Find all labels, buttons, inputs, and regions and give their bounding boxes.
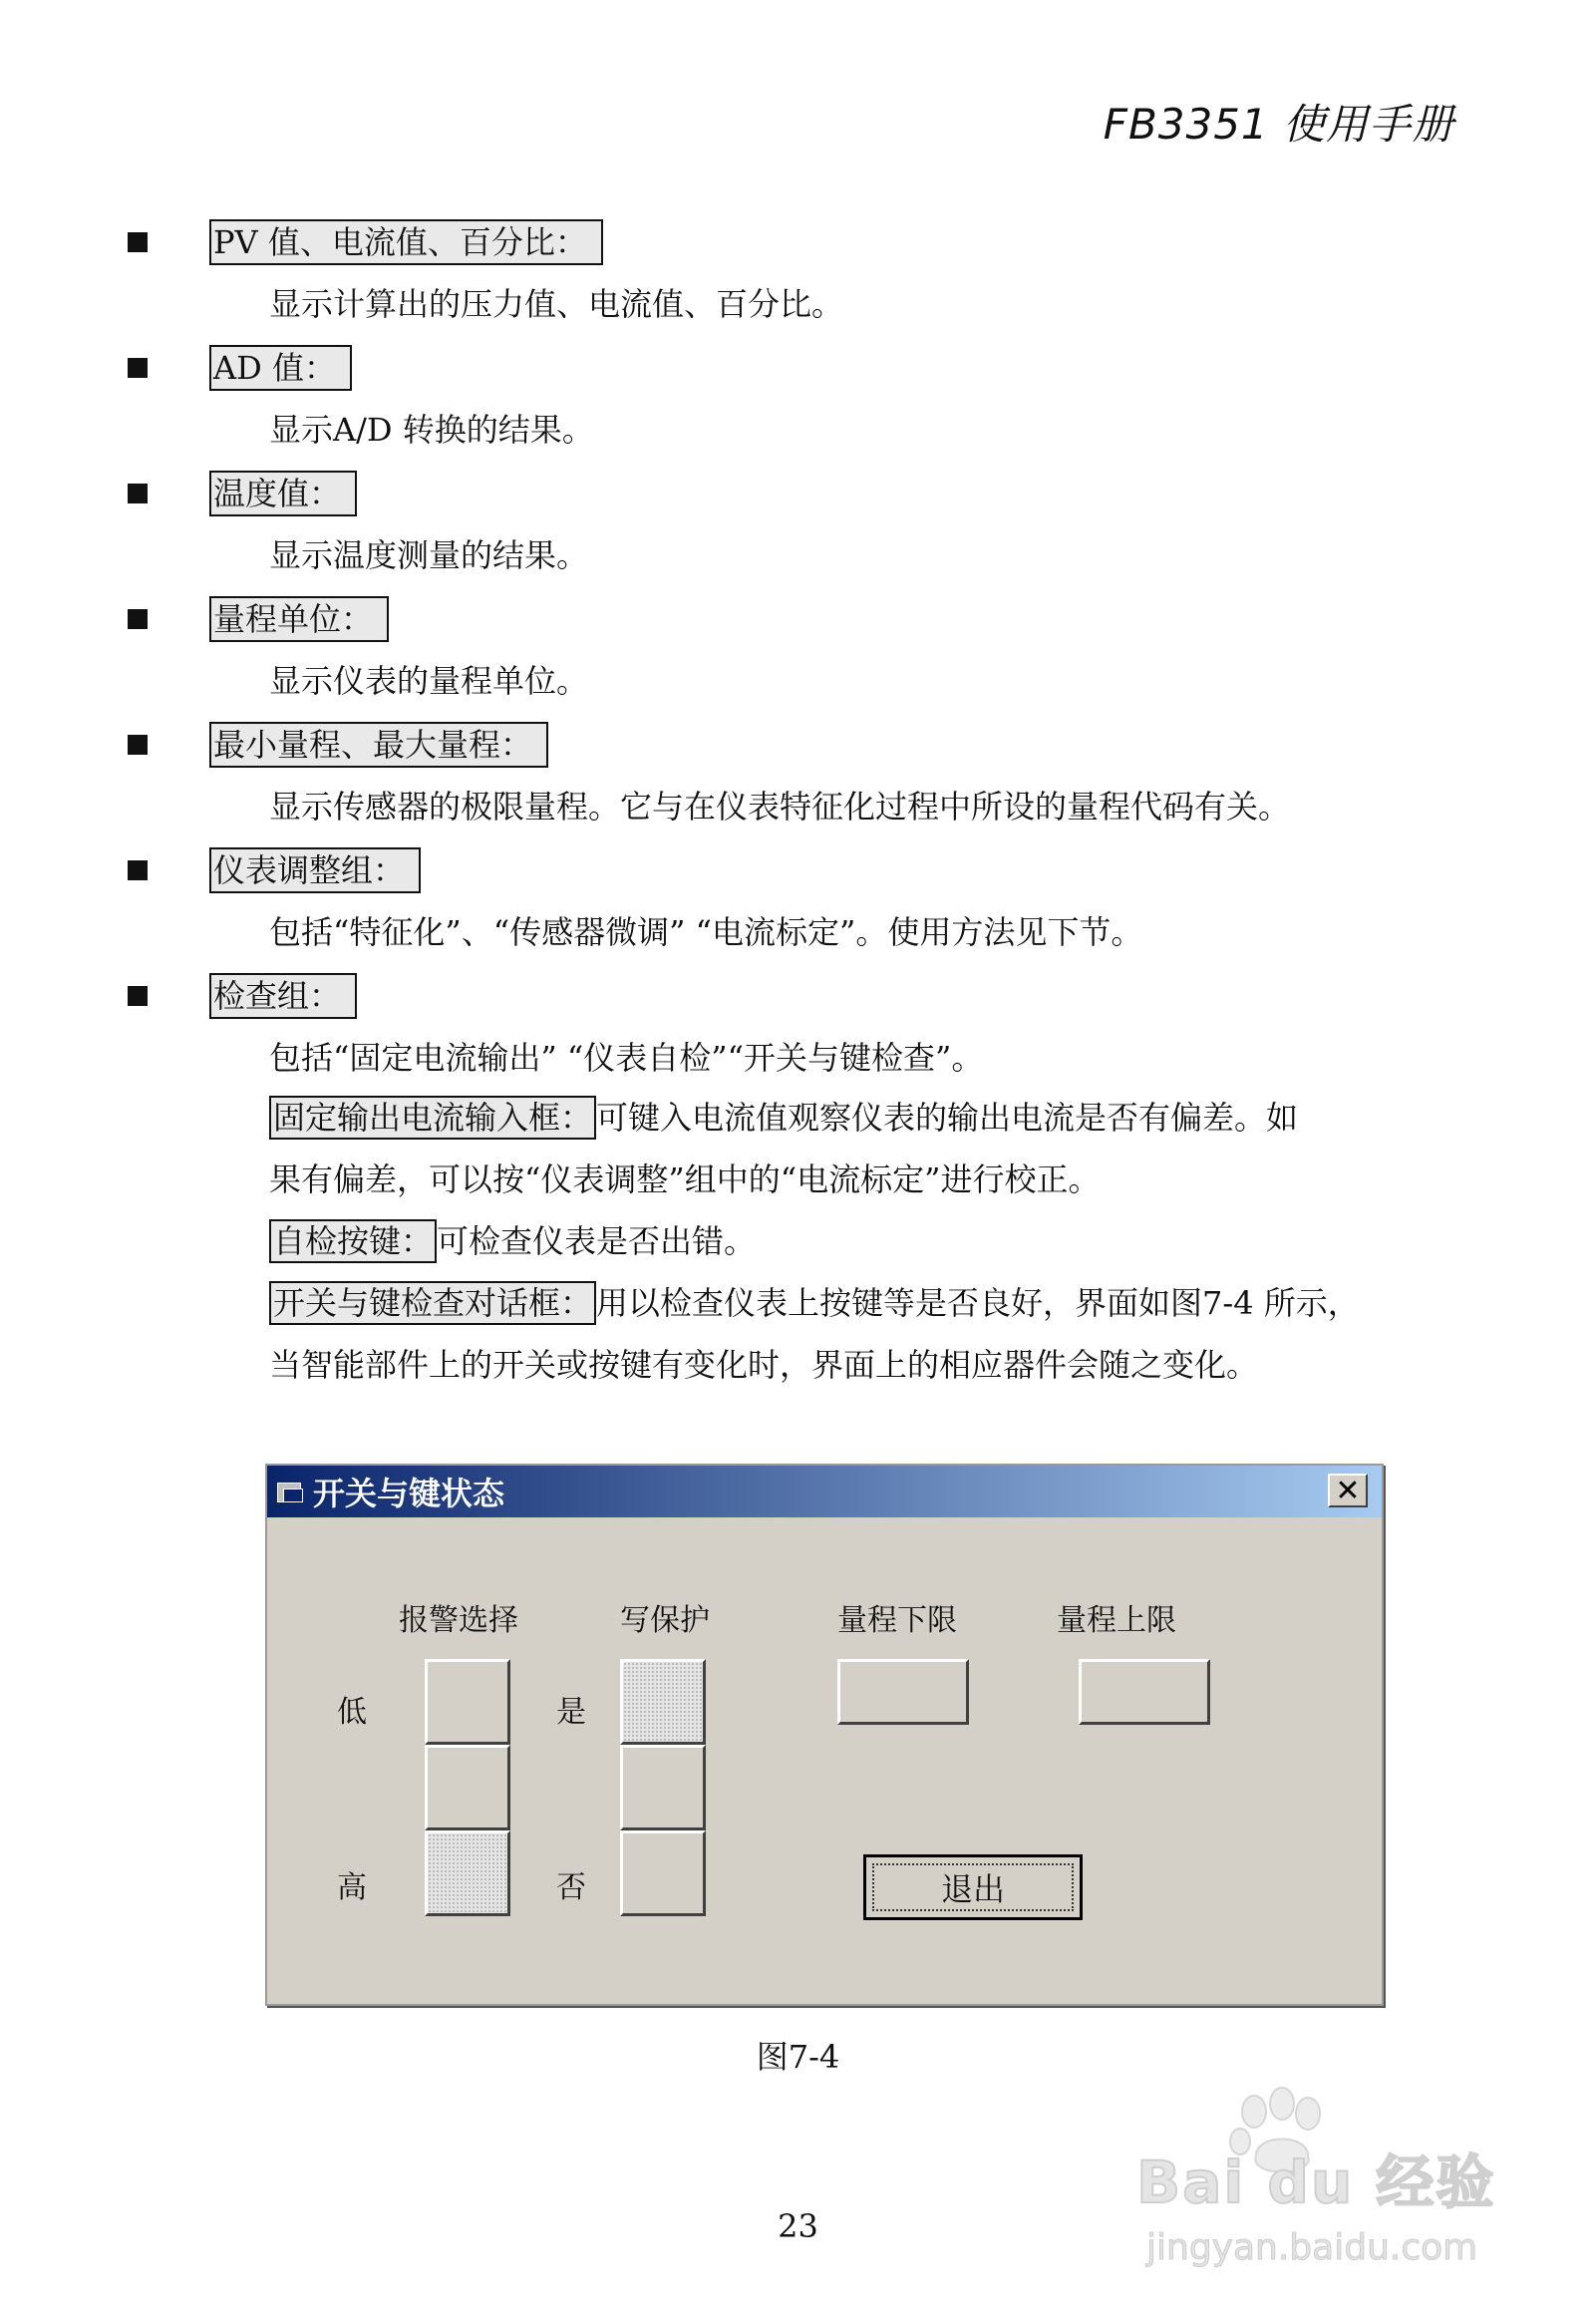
section-desc: 显示温度测量的结果。 [269,536,589,574]
range-high-label: 量程上限 [1057,1603,1176,1638]
section-desc: 包括“特征化”、“传感器微调” “电流标定”。使用方法见下节。 [269,913,1143,951]
watermark-brand: Bai du 经验 [1136,2149,1496,2216]
watermark-url: jingyan.baidu.com [1146,2227,1478,2268]
switch-check-text-2: 当智能部件上的开关或按键有变化时，界面上的相应器件会随之变化。 [269,1346,1259,1384]
write-protect-label: 写保护 [620,1603,710,1638]
section-desc: 显示传感器的极限量程。它与在仪表特征化过程中所设的量程代码有关。 [269,788,1291,826]
yes-label: 是 [556,1695,586,1730]
selftest-label: 自检按键： [269,1219,437,1263]
section-temperature [128,471,357,516]
high-label: 高 [337,1870,367,1905]
no-label: 否 [556,1870,586,1905]
switch-check-text: 用以检查仪表上按键等是否良好，界面如图7-4 所示， [596,1284,1360,1322]
section-ad [128,345,352,391]
bullet-square-icon [128,986,148,1006]
range-low-field [837,1659,969,1725]
section-range-unit [128,596,389,642]
section-desc: 包括“固定电流输出” “仪表自检”“开关与键检查”。 [269,1039,984,1077]
bullet-square-icon [128,609,148,629]
close-button[interactable] [1328,1474,1368,1507]
range-high-field [1079,1659,1210,1725]
section-label: 温度值： [209,471,357,516]
close-icon: ✕ [1335,1473,1361,1508]
section-label: 仪表调整组： [209,847,421,893]
switch-check-paragraph [269,1280,1360,1326]
selftest-paragraph [269,1218,756,1264]
section-desc: 显示仪表的量程单位。 [269,662,589,700]
alarm-low-cell [425,1659,510,1745]
exit-button-label: 退出 [940,1870,1005,1908]
bullet-square-icon [128,860,148,880]
section-check-group [128,973,357,1019]
range-low-label: 量程下限 [837,1603,957,1638]
switch-key-status-dialog [265,1464,1384,2006]
focus-rectangle [872,1863,1074,1911]
dialog-title: 开关与键状态 [313,1475,505,1512]
write-middle-cell [620,1745,706,1830]
section-label: 量程单位： [209,596,389,642]
section-desc: 显示计算出的压力值、电流值、百分比。 [269,285,844,323]
fixed-output-paragraph [269,1095,1298,1141]
bullet-square-icon [128,735,148,755]
selftest-text: 可检查仪表是否出错。 [437,1222,757,1260]
alarm-middle-cell [425,1745,510,1830]
alarm-select-label: 报警选择 [399,1603,518,1638]
section-label: 最小量程、最大量程： [209,722,548,768]
write-no-cell [620,1830,706,1916]
switch-check-label: 开关与键检查对话框： [269,1281,596,1325]
section-label: PV 值、电流值、百分比： [209,219,603,265]
exit-button[interactable] [863,1854,1083,1920]
section-pv [128,219,603,265]
window-icon [277,1481,305,1502]
header-title: FB3351 使用手册 [1103,100,1454,149]
page-number: 23 [778,2207,818,2245]
fixed-output-text-2: 果有偏差，可以按“仪表调整”组中的“电流标定”进行校正。 [269,1160,1101,1198]
section-label: AD 值： [209,345,352,391]
fixed-output-label: 固定输出电流输入框： [269,1096,596,1140]
section-adjust-group [128,847,421,893]
bullet-square-icon [128,358,148,378]
write-yes-cell [620,1659,706,1745]
bullet-square-icon [128,232,148,252]
low-label: 低 [337,1695,367,1730]
section-label: 检查组： [209,973,357,1019]
section-min-max-range [128,722,548,768]
figure-caption: 图7-4 [756,2038,840,2076]
bullet-square-icon [128,484,148,503]
dialog-titlebar[interactable] [267,1466,1382,1517]
section-desc: 显示A/D 转换的结果。 [269,411,594,449]
alarm-high-cell [425,1830,510,1916]
fixed-output-text: 可键入电流值观察仪表的输出电流是否有偏差。如 [596,1099,1299,1137]
